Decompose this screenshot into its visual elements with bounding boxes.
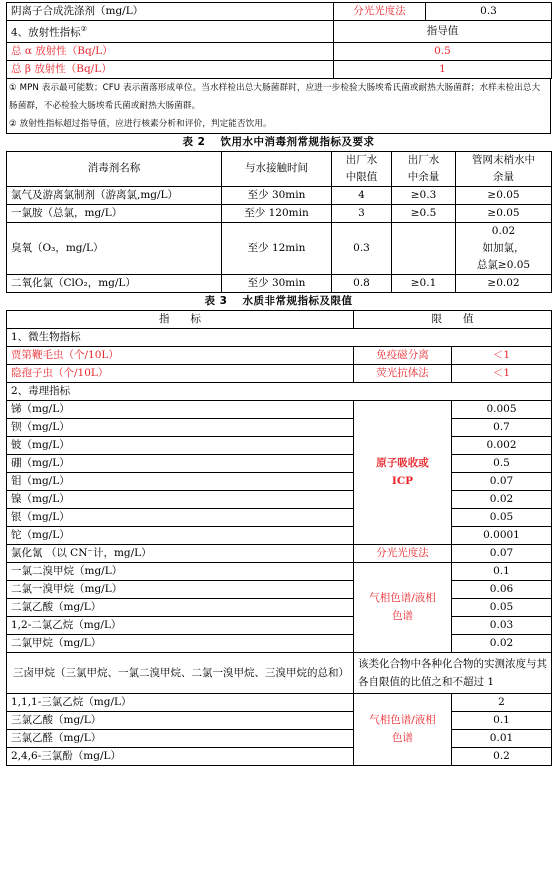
indicator-name: 隐孢子虫（个/10L） (7, 364, 354, 382)
note-1: ① MPN 表示最可能数；CFU 表示菌落形成单位。当水样检出总大肠菌群时，应进一步检验大肠埃希氏菌或耐热大肠菌群；水样未检出总大肠菌群，不必检验大肠埃希氏菌或耐热大肠菌群。 (9, 82, 541, 111)
limit-value: ＜1 (452, 364, 552, 382)
table-cell: ≥0.02 (456, 274, 552, 292)
indicator-name: 三氯乙酸（mg/L） (7, 711, 354, 729)
column-header: 限 值 (354, 310, 552, 328)
table-row (7, 544, 552, 562)
limit-value: 0.002 (452, 436, 552, 454)
note-2: ② 放射性指标超过指导值，应进行核素分析和评价，判定能否饮用。 (9, 118, 272, 129)
table-cell: 至少 30min (222, 274, 332, 292)
limit-value: 0.01 (452, 729, 552, 747)
table-cell: 0.3 (332, 222, 392, 274)
table-row (7, 652, 552, 693)
table-row (7, 436, 552, 454)
column-header: 指 标 (7, 310, 354, 328)
indicator-name: 二氯乙酸（mg/L） (7, 598, 354, 616)
table-header-row (7, 310, 552, 328)
column-header: 消毒剂名称 (7, 151, 222, 186)
table-cell: 氯气及游离氯制剂（游离氯,mg/L） (7, 186, 222, 204)
indicator-name: 三氯乙醛（mg/L） (7, 729, 354, 747)
table-cell: 0.02 如加氯， 总氯≥0.05 (456, 222, 552, 274)
indicator-name: 铊（mg/L） (7, 526, 354, 544)
table-cell: 4 (332, 186, 392, 204)
indicator-name: 阴离子合成洗涤剂（mg/L） (7, 3, 334, 21)
method-cell: 分光光度法 (334, 3, 426, 21)
method-cell: 气相色谱/液相 色谱 (354, 562, 452, 652)
limit-value: 0.005 (452, 400, 552, 418)
limit-value: 0.02 (452, 634, 552, 652)
table-cell: 至少 120min (222, 204, 332, 222)
column-header: 管网末梢水中 余量 (456, 151, 552, 186)
table-cell: ≥0.1 (392, 274, 456, 292)
table-row (7, 729, 552, 747)
table-cell: 一氯胺（总氯，mg/L） (7, 204, 222, 222)
indicator-name: 2,4,6-三氯酚（mg/L） (7, 747, 354, 765)
limit-value: 0.2 (452, 747, 552, 765)
limit-value: 1 (334, 60, 552, 78)
table-row (7, 634, 552, 652)
table-cell: ≥0.5 (392, 204, 456, 222)
limit-value: 0.07 (452, 472, 552, 490)
table-row (7, 3, 552, 21)
table-row (7, 490, 552, 508)
document-sheet (6, 2, 551, 766)
indicator-name: 银（mg/L） (7, 508, 354, 526)
table-cell: 0.8 (332, 274, 392, 292)
limit-value: 0.05 (452, 598, 552, 616)
indicator-name: 1,1,1-三氯乙烷（mg/L） (7, 693, 354, 711)
column-header: 与水接触时间 (222, 151, 332, 186)
column-header: 指导值 (334, 21, 552, 43)
table-row (7, 472, 552, 490)
table-row (7, 328, 552, 346)
column-header: 出厂水 中余量 (392, 151, 456, 186)
table-row (7, 562, 552, 580)
table-row (7, 693, 552, 711)
indicator-name: 二氯一溴甲烷（mg/L） (7, 580, 354, 598)
table-cell: 至少 30min (222, 186, 332, 204)
indicator-name: 贾第鞭毛虫（个/10L） (7, 346, 354, 364)
limit-value: 0.1 (452, 711, 552, 729)
table-row (7, 60, 552, 78)
limit-value: 0.5 (452, 454, 552, 472)
limit-value: 0.03 (452, 616, 552, 634)
indicator-name: 总 β 放射性（Bq/L） (7, 60, 334, 78)
table-cell: 臭氧（O₃，mg/L） (7, 222, 222, 274)
section-heading: 2、毒理指标 (7, 382, 552, 400)
table-header-row (7, 151, 552, 186)
method-cell: 荧光抗体法 (354, 364, 452, 382)
limit-value: 0.05 (452, 508, 552, 526)
table-notes (6, 79, 551, 134)
limit-value: 0.1 (452, 562, 552, 580)
table-2-caption: 表 2 饮用水中消毒剂常规指标及要求 (182, 135, 375, 148)
limit-value: 0.07 (452, 544, 552, 562)
limit-value: 0.3 (426, 3, 552, 21)
limit-value: 0.7 (452, 418, 552, 436)
indicator-name: 总 α 放射性（Bq/L） (7, 42, 334, 60)
column-header: 出厂水 中限值 (332, 151, 392, 186)
table-row (7, 186, 552, 204)
method-cell: 分光光度法 (354, 544, 452, 562)
method-cell: 免疫磁分离 (354, 346, 452, 364)
table-row (7, 382, 552, 400)
limit-value: ＜1 (452, 346, 552, 364)
limit-value: 0.0001 (452, 526, 552, 544)
table-row (7, 364, 552, 382)
limit-value: 2 (452, 693, 552, 711)
limit-value: 0.5 (334, 42, 552, 60)
table-cell: 二氧化氯（ClO₂，mg/L） (7, 274, 222, 292)
table-row (7, 454, 552, 472)
table-cell: ≥0.3 (392, 186, 456, 204)
indicator-name: 硼（mg/L） (7, 454, 354, 472)
indicator-name: 钼（mg/L） (7, 472, 354, 490)
table-row (7, 204, 552, 222)
table-3 (6, 310, 552, 766)
method-cell: 原子吸收或 ICP (354, 400, 452, 544)
table-cell: 3 (332, 204, 392, 222)
method-cell: 气相色谱/液相 色谱 (354, 693, 452, 765)
table-3-caption: 表 3 水质非常规指标及限值 (204, 294, 353, 307)
table-cell: ≥0.05 (456, 204, 552, 222)
indicator-name: 一氯二溴甲烷（mg/L） (7, 562, 354, 580)
table-row (7, 580, 552, 598)
limit-value: 0.02 (452, 490, 552, 508)
table-row (7, 526, 552, 544)
table-row (7, 616, 552, 634)
indicator-name: 镍（mg/L） (7, 490, 354, 508)
indicator-name: 1,2-二氯乙烷（mg/L） (7, 616, 354, 634)
table-cell: 至少 12min (222, 222, 332, 274)
indicator-name: 二氯甲烷（mg/L） (7, 634, 354, 652)
indicator-name: 锑（mg/L） (7, 400, 354, 418)
table-row (7, 346, 552, 364)
table-row (7, 418, 552, 436)
table-row (7, 222, 552, 274)
table-row (7, 42, 552, 60)
indicator-name: 氯化氰 （以 CN⁻计，mg/L） (7, 544, 354, 562)
table-row (7, 508, 552, 526)
table-2 (6, 151, 552, 293)
indicator-name: 铍（mg/L） (7, 436, 354, 454)
section-heading: 1、微生物指标 (7, 328, 552, 346)
table-cell: ≥0.05 (456, 186, 552, 204)
limit-description: 该类化合物中各种化合物的实测浓度与其各自限值的比值之和不超过 1 (354, 652, 552, 693)
table-1-continued (6, 2, 552, 79)
indicator-name: 钡（mg/L） (7, 418, 354, 436)
section-heading: 4、放射性指标② (7, 21, 334, 43)
limit-value: 0.06 (452, 580, 552, 598)
table-cell (392, 222, 456, 274)
table-row (7, 400, 552, 418)
indicator-name: 三卤甲烷（三氯甲烷、一氯二溴甲烷、二氯一溴甲烷、三溴甲烷的总和） (7, 652, 354, 693)
table-row (7, 711, 552, 729)
table-row (7, 598, 552, 616)
table-row (7, 21, 552, 43)
table-row (7, 274, 552, 292)
table-row (7, 747, 552, 765)
